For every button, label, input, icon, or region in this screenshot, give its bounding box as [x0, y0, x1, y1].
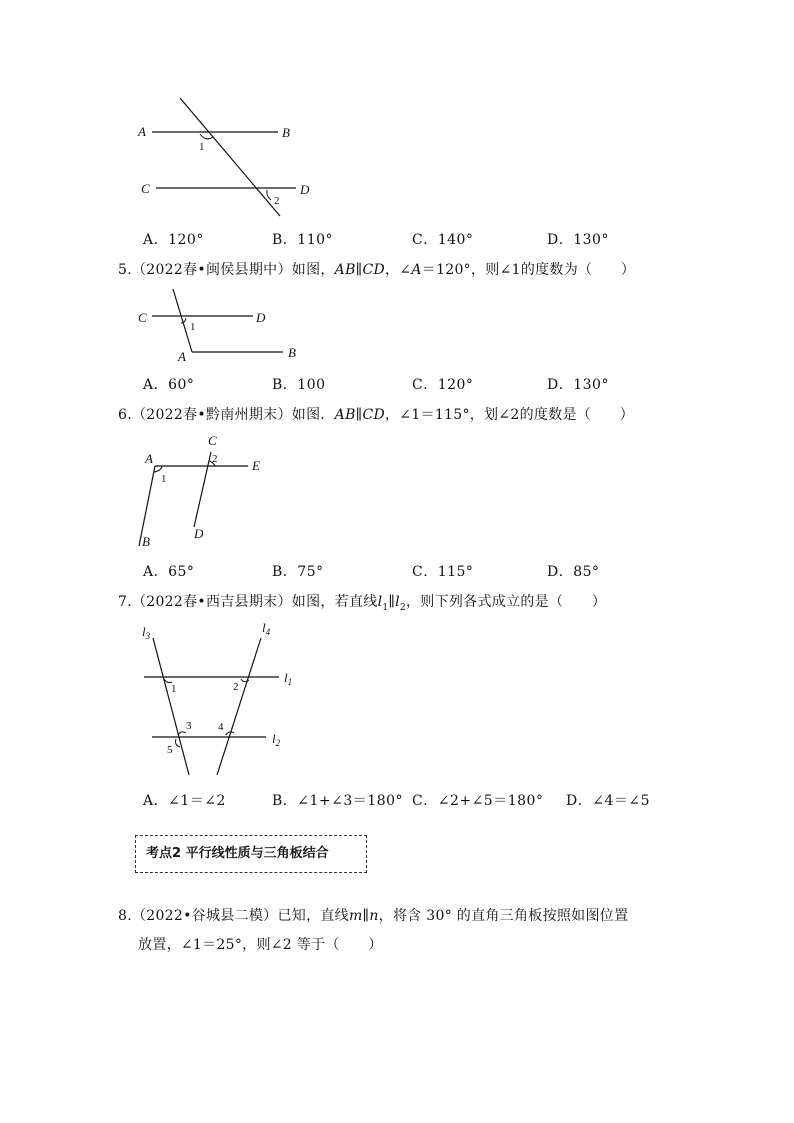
label-b: B — [282, 125, 290, 140]
q7-choice-c[interactable]: C．∠2+∠5＝180° — [412, 793, 544, 809]
q8-number: 8. — [118, 908, 132, 924]
label-d: D — [256, 310, 266, 325]
label-c: C — [208, 433, 217, 448]
label-d: D — [300, 182, 310, 197]
q7-stem: 7.（2022春•西吉县期末）如图，若直线$l_1\parallel l_2$，则下列各式成立的是（ ） — [118, 594, 607, 613]
q4-choice-a[interactable]: A．120° — [143, 232, 204, 248]
transversal — [180, 98, 280, 216]
label-l2: $l_2$ — [272, 731, 281, 748]
label-angle-1: 1 — [161, 473, 167, 485]
q6-choice-d[interactable]: D．85° — [547, 564, 600, 580]
label-angle-2: 2 — [233, 681, 239, 693]
q6-figure — [130, 430, 275, 552]
q5-stem: 5.（2022春•闽侯县期中）如图，AB∥CD，∠A＝120°，则∠1的度数为（ ） — [118, 262, 636, 278]
label-angle-2: 2 — [274, 195, 280, 207]
label-e: E — [252, 458, 260, 473]
q8-source: （2022•谷城县二模） — [131, 908, 278, 924]
line-cd — [194, 452, 211, 527]
q6-source: （2022春•黔南州期末） — [131, 407, 292, 423]
label-l4: $l_4$ — [262, 620, 271, 637]
q7-source: （2022春•西吉县期末） — [131, 594, 292, 610]
label-angle-5: 5 — [167, 744, 173, 756]
label-angle-1: 1 — [199, 141, 205, 153]
q4-choice-c[interactable]: C．140° — [412, 232, 474, 248]
q8-stem: 8.（2022•谷城县二模）已知，直线m∥n，将含 30° 的直角三角板按照如图位置 — [118, 908, 629, 924]
label-angle-3: 3 — [186, 720, 192, 732]
q5-choice-d[interactable]: D．130° — [547, 377, 609, 393]
section-title: 考点2 平行线性质与三角板结合 — [146, 846, 329, 861]
q5-choice-c[interactable]: C．120° — [412, 377, 474, 393]
q7-choice-a[interactable]: A．∠1＝∠2 — [143, 793, 226, 809]
label-a: A — [145, 451, 153, 466]
label-angle-1: 1 — [171, 683, 177, 695]
q6-choice-c[interactable]: C．115° — [412, 564, 474, 580]
label-a: A — [178, 349, 186, 364]
q6-choice-a[interactable]: A．65° — [143, 564, 195, 580]
q7-figure — [130, 618, 305, 780]
q6-stem: 6.（2022春•黔南州期末）如图．AB∥CD，∠1＝115°，划∠2的度数是（ ） — [118, 407, 634, 423]
label-b: B — [288, 345, 296, 360]
label-l3: $l_3$ — [142, 624, 151, 641]
label-angle-4: 4 — [218, 721, 224, 733]
q5-figure — [130, 285, 310, 365]
q7-number: 7. — [118, 594, 132, 610]
label-angle-1: 1 — [190, 321, 196, 333]
q5-choice-a[interactable]: A．60° — [143, 377, 195, 393]
angle-2-arc — [267, 190, 271, 200]
q4-choice-b[interactable]: B．110° — [272, 232, 334, 248]
q6-number: 6. — [118, 407, 132, 423]
line-l4 — [217, 638, 261, 775]
angle-3-arc — [178, 732, 186, 735]
label-a: A — [138, 124, 146, 139]
label-b: B — [142, 534, 150, 549]
label-c: C — [138, 310, 147, 325]
q7-choice-b[interactable]: B．∠1+∠3＝180° — [272, 793, 404, 809]
q5-source: （2022春•闽侯县期中） — [131, 262, 292, 278]
label-c: C — [141, 181, 150, 196]
q8-stem-line2: 放置，∠1＝25°，则∠2 等于（ ） — [138, 937, 383, 953]
q6-choice-b[interactable]: B．75° — [272, 564, 324, 580]
label-l1: $l_1$ — [284, 670, 293, 687]
q5-number: 5. — [118, 262, 132, 278]
q4-figure — [130, 92, 320, 220]
q5-choice-b[interactable]: B．100 — [272, 377, 326, 393]
q7-choice-d[interactable]: D．∠4＝∠5 — [566, 793, 650, 809]
section-heading-box — [135, 835, 367, 873]
label-angle-2: 2 — [212, 453, 218, 465]
q4-choice-d[interactable]: D．130° — [547, 232, 609, 248]
label-d: D — [194, 526, 204, 541]
